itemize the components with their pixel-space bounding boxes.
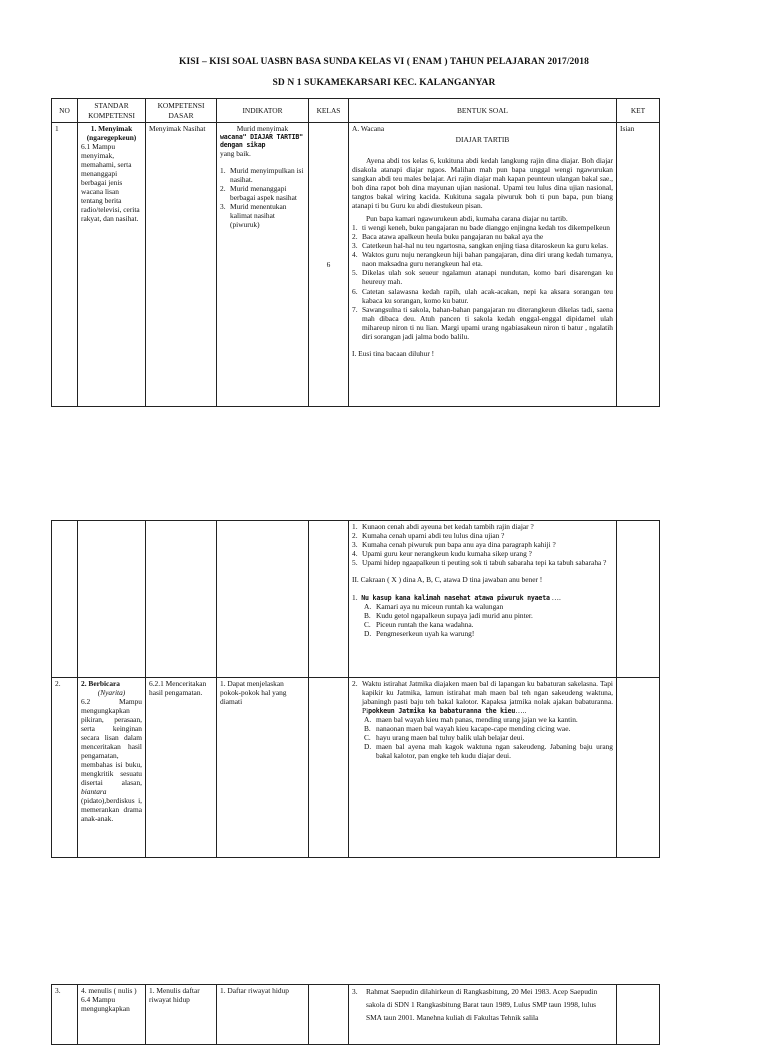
sk-subtitle: (Nyarita)	[97, 688, 126, 698]
row-number: 2.	[52, 678, 78, 858]
list-item: B. nanaonan maen bal wayah kieu kacape-cape mending cicing wae.	[364, 724, 571, 734]
kompetensi-dasar-cell	[146, 521, 217, 678]
indikator-cell: 1. Daftar riwayat hidup	[217, 985, 309, 1045]
list-item: 4. Waktos guru nuju nerangkeun hiji bahan pangajaran, dina diri urang kedah tumanya, naon maksadna guru nerangkeun hal eta.	[352, 250, 613, 269]
col-indikator: INDIKATOR	[217, 99, 309, 123]
col-bentuk-soal: BENTUK SOAL	[349, 99, 617, 123]
standar-kompetensi-cell	[78, 123, 146, 407]
list-item: 1. Kunaon cenah abdi ayeuna bet kedah tambih rajin diajar ?	[352, 522, 534, 531]
row-number	[52, 521, 78, 678]
col-kelas: KELAS	[309, 99, 349, 123]
mc-handwritten-stem: Nu kasup kana kalimah nasehat atawa piwuruk nyaeta	[361, 594, 550, 603]
list-item: 6. Catetan salawasna kedah rapih, ulah acak-acakan, nepi ka aksara sorangan teu kabaca ku sorangan, komo ku batur.	[352, 286, 613, 305]
indikator-handwritten-note: wacana" DIAJAR TARTIB" dengan sikap	[220, 133, 303, 150]
bentuk-soal-cell	[349, 123, 617, 407]
bentuk-soal-cell	[349, 985, 617, 1045]
ket-cell	[617, 678, 660, 858]
essay-question: 3. Rahmat Saepudin dilahirkeun di Rangkasbitung, 20 Mei 1983. Acep Saepudin sakola di SDN 1 Rangkasbitung Barat taun 1989, Lulus SMP taun 1998, lulus SMA taun 2001. Manehna kuliah di Fakultas Tehnik salila	[352, 987, 598, 1022]
list-item: 3. Murid menentukan kalimat nasihat (piwuruk)	[220, 202, 287, 230]
kisi-table-1	[51, 98, 660, 407]
school-name: SD N 1 SUKAMEKARSARI KEC. KALANGANYAR	[272, 78, 496, 88]
indikator-list	[220, 166, 305, 229]
document-title: KISI – KISI SOAL UASBN BASA SUNDA KELAS VI ( ENAM ) TAHUN PELAJARAN 2017/2018	[179, 57, 589, 67]
list-item: 1. ti wengi keneh, buku pangajaran nu bade dianggo enjingna kedah tos dikempelkeun	[352, 223, 610, 233]
list-item: C. Piceun runtah the kana wadahna.	[364, 620, 474, 630]
essay-questions	[352, 522, 613, 567]
ket-cell: Isian	[617, 123, 660, 407]
list-item: 3. Kumaha cenah piwuruk pun bapa anu aya dina paragraph kahiji ?	[352, 540, 556, 550]
list-item: 7. Sawangsulna ti sakola, bahan-bahan pangajaran nu diterangkeun dikelas tadi, saena mah dibaca deu. Atuh pancen ti sakola kedah enggal-enggal dipidamel ulah mihareup niron ti nu lian. Margi upami urang ngabiasakeun niron ti batur , ngalatih diri sorangan jadi jalma bodo balilu.	[352, 304, 613, 341]
col-ket: KET	[617, 99, 660, 123]
table-row	[52, 521, 660, 678]
wacana-title: DIAJAR TARTIB	[455, 135, 510, 145]
list-item: 2. Baca atawa apalkeun heula buku pangajaran nu bakal aya the	[352, 232, 544, 242]
col-standar-kompetensi: STANDAR KOMPETENSI	[78, 99, 146, 123]
list-item: 1. Murid menyimpulkan isi nasihat.	[220, 166, 304, 185]
wacana-list	[352, 223, 613, 340]
row-number: 3.	[52, 985, 78, 1045]
list-item: 3. Catetkeun hal-hal nu teu ngartosna, sangkan enjing tiasa ditaroskeun ka guru kelas.	[352, 241, 609, 251]
list-item: A. maen bal wayah kieu mah panas, mending urang jajan we ka kantin.	[364, 715, 578, 725]
kisi-table-3	[51, 984, 660, 1045]
col-no: NO	[52, 99, 78, 123]
table-row	[52, 678, 660, 858]
row-number: 1	[52, 123, 78, 407]
table-header-row	[52, 99, 660, 123]
kompetensi-dasar-cell: 1. Menulis daftar riwayat hidup	[146, 985, 217, 1045]
standar-kompetensi-cell	[78, 521, 146, 678]
instruction: I. Eusi tina bacaan diluhur !	[352, 348, 435, 358]
ket-cell	[617, 521, 660, 678]
kelas-cell	[309, 985, 349, 1045]
list-item: 5. Upami hidep ngaapalkeun ti peuting sok ti tabuh sabaraha tepi ka tabuh sabaraha ?	[352, 558, 607, 568]
table-row	[52, 985, 660, 1045]
kelas-cell: 6	[309, 123, 349, 407]
kompetensi-dasar-cell: 6.2.1 Menceritakan hasil pengamatan.	[146, 678, 217, 858]
bentuk-soal-cell	[349, 521, 617, 678]
indikator-cell	[217, 123, 309, 407]
list-item: A. Kamari aya nu miceun runtah ka walungan	[364, 602, 504, 612]
list-item: 4. Upami guru keur nerangkeun kudu kumaha sikep urang ?	[352, 549, 532, 559]
wacana-label: A. Wacana	[352, 124, 385, 133]
ket-cell	[617, 985, 660, 1045]
wacana-paragraph: Ayena abdi tos kelas 6, kukituna abdi kedah langkung rajin dina diajar. Boh diajar disakola atanapi diajar ngaos. Malihan mah pun bapa unggal wengi ngawurukan sangkan abdi teu males belajar. Ari rajin diajar mah kapan peunteun ulangan bakal sae., boh dina rapot boh dina mayunan ujian nasional. Upami teu lulus dina ujian nasional, tangtos bakal wiring kacida. Kukituna sagala piwuruk boh ti pun bapa, pun biang atanapi ti bu Guru ku abdi diestukeun pisan.	[352, 156, 613, 211]
sk-body: 6.2 Mampu mengungkapkan pikiran, perasaan, serta keinginan secara lisan dalam menceritakan hasil pengamatan, membahas isi buku, mengkritik sesuatu disertai alasan, biantara (pidato),berdiskus i, memerankan drama anak-anak.	[81, 697, 142, 824]
mc-question: 2. Waktu istirahat Jatmika diajaken maen bal di lapangan ku babaturan sakelasna. Tapi kapikir ku Jatmika, lamun istirahat mah maen bal teh ngan sakeudeng waktuna, jabaningh pasti baju teh bakal kalotor. Kapaksa jatmika nolak ajakan babaturanna. Pipokkeun Jatmika ka babaturanna the kieu…..	[352, 679, 613, 716]
list-item: 2. Kumaha cenah upami abdi teu lulus dina ujian ?	[352, 531, 505, 541]
kisi-table-2	[51, 520, 660, 858]
indikator-cell: 1. Dapat menjelaskan pokok-pokok hal yang diamati	[217, 678, 309, 858]
mc-question: 1. Nu kasup kana kalimah nasehat atawa piwuruk nyaeta ….	[352, 593, 561, 603]
mc-options	[352, 602, 613, 638]
kelas-cell	[309, 521, 349, 678]
list-item: B. Kudu getol ngapalkeun supaya jadi murid anu pinter.	[364, 611, 533, 621]
indikator-after: yang baik.	[220, 149, 251, 159]
bentuk-soal-cell	[349, 678, 617, 858]
standar-kompetensi-cell: 4. menulis ( nulis ) 6.4 Mampu mengungkapkan	[78, 985, 146, 1045]
table-row	[52, 123, 660, 407]
sk-title: 2. Berbicara	[81, 679, 120, 688]
sk-title: 1. Menyimak (ngaregepkeun)	[86, 124, 137, 143]
mc-handwritten-stem: pokkeun Jatmika ka babaturanna the kieu	[368, 707, 516, 716]
list-item: 5. Dikelas ulah sok seueur ngalamun atanapi nundutan, komo bari disarengan ku heureuy mah.	[352, 268, 613, 287]
list-item: C. hayu urang maen bal tuluy balik ulah belajar deui.	[364, 733, 525, 743]
kelas-cell	[309, 678, 349, 858]
list-item: D. maen bal ayena mah kagok waktuna ngan sakeudeng. Jabaning baju urang bakal kalotor, pan engke teh kudu diajar deui.	[364, 742, 613, 761]
sk-body: 6.1 Mampu menyimak, memahami, serta menanggapi berbagai jenis wacana lisan tentang berita radio/televisi, cerita rakyat, dan nasihat.	[81, 142, 140, 224]
list-item: 2. Murid menanggapi berbagai aspek nasihat	[220, 184, 297, 203]
indikator-cell	[217, 521, 309, 678]
list-item: D. Pengmeserkeun uyah ka warung!	[364, 629, 475, 639]
col-kompetensi-dasar: KOMPETENSI DASAR	[146, 99, 217, 123]
mc-options	[352, 715, 613, 760]
instruction: II. Cakraan ( X ) dina A, B, C, atawa D tina jawaban anu bener !	[352, 575, 543, 585]
standar-kompetensi-cell	[78, 678, 146, 858]
indikator-intro: Murid menyimak	[236, 124, 289, 133]
wacana-paragraph: Pun bapa kamari ngawurukeun abdi, kumaha carana diajar nu tartib.	[366, 214, 568, 224]
kompetensi-dasar-cell: Menyimak Nasihat	[146, 123, 217, 407]
